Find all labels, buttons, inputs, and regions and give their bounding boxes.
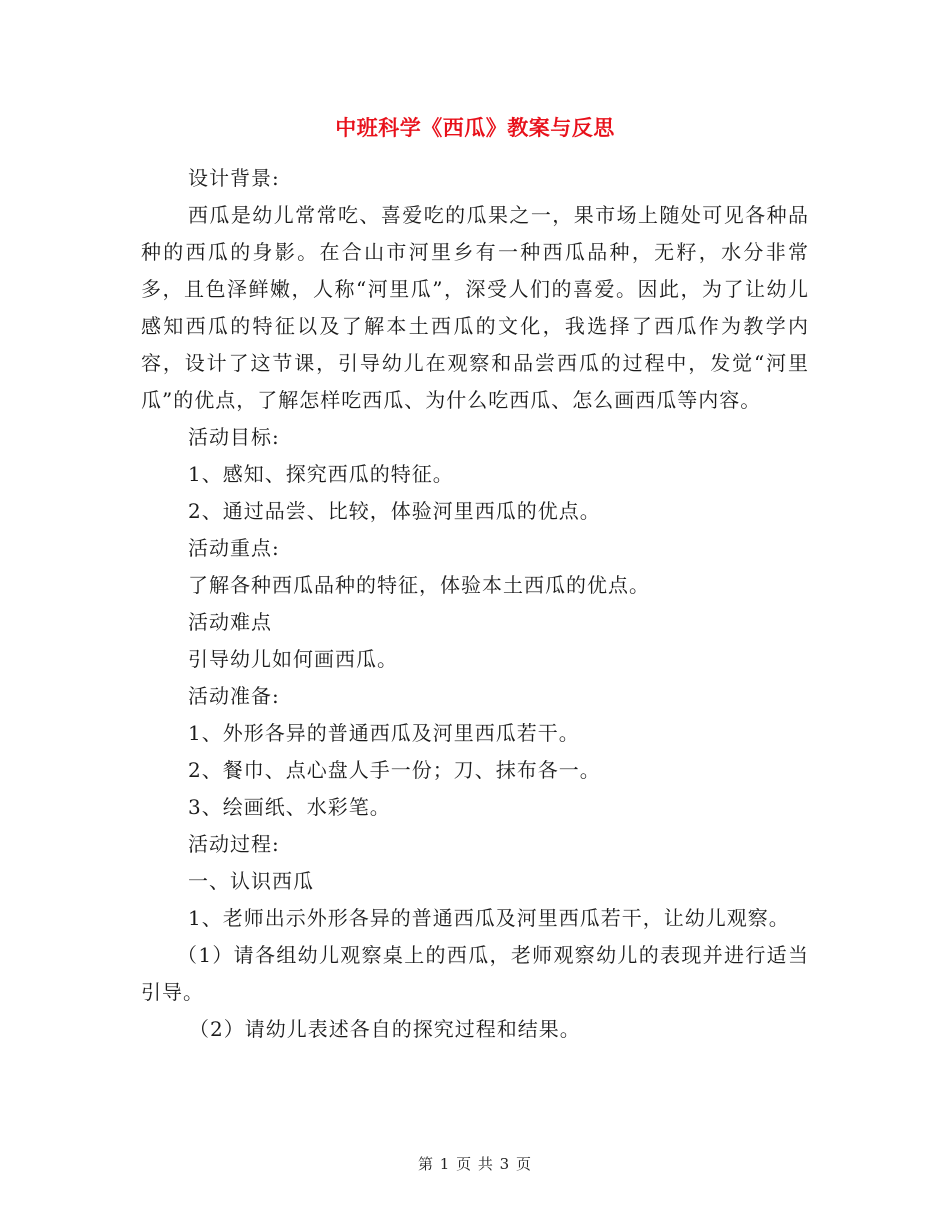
process-section-1: 一、认识西瓜 (188, 869, 314, 893)
page-footer: 第 1 页 共 3 页 (418, 1155, 532, 1173)
preparation-item-2: 2、餐巾、点心盘人手一份；刀、抹布各一。 (188, 758, 601, 782)
heading-activity-difficulty: 活动难点 (188, 610, 272, 634)
preparation-item-3: 3、绘画纸、水彩笔。 (188, 795, 391, 819)
heading-activity-process: 活动过程: (188, 832, 280, 856)
preparation-item-1: 1、外形各异的普通西瓜及河里西瓜若干。 (188, 721, 580, 745)
process-step-1: 1、老师出示外形各异的普通西瓜及河里西瓜若干，让幼儿观察。 (188, 906, 790, 930)
goal-item-1: 1、感知、探究西瓜的特征。 (188, 462, 454, 486)
goal-item-2: 2、通过品尝、比较，体验河里西瓜的优点。 (188, 499, 601, 523)
process-substep-1: （1）请各组幼儿观察桌上的西瓜，老师观察幼儿的表现并进行适当引导。 (141, 943, 809, 1004)
focus-text: 了解各种西瓜品种的特征，体验本土西瓜的优点。 (188, 573, 650, 597)
paragraph-background: 西瓜是幼儿常常吃、喜爱吃的瓜果之一，果市场上随处可见各种品种的西瓜的身影。在合山市河里乡有一种西瓜品种，无籽，水分非常多，且色泽鲜嫩，人称“河里瓜”，深受人们的喜爱。因此，为了让幼儿感知西瓜的特征以及了解本土西瓜的文化，我选择了西瓜作为教学内容，设计了这节课，引导幼儿在观察和品尝西瓜的过程中，发觉“河里瓜”的优点，了解怎样吃西瓜、为什么吃西瓜、怎么画西瓜等内容。 (141, 203, 809, 412)
heading-activity-goals: 活动目标: (188, 425, 280, 449)
process-substep-2: （2）请幼儿表述各自的探究过程和结果。 (189, 1017, 581, 1041)
heading-activity-preparation: 活动准备: (188, 684, 280, 708)
document-title: 中班科学《西瓜》教案与反思 (335, 116, 615, 140)
difficulty-text: 引导幼儿如何画西瓜。 (188, 647, 398, 671)
heading-design-background: 设计背景: (188, 166, 280, 190)
heading-activity-focus: 活动重点: (188, 536, 280, 560)
document-body (141, 160, 809, 1048)
